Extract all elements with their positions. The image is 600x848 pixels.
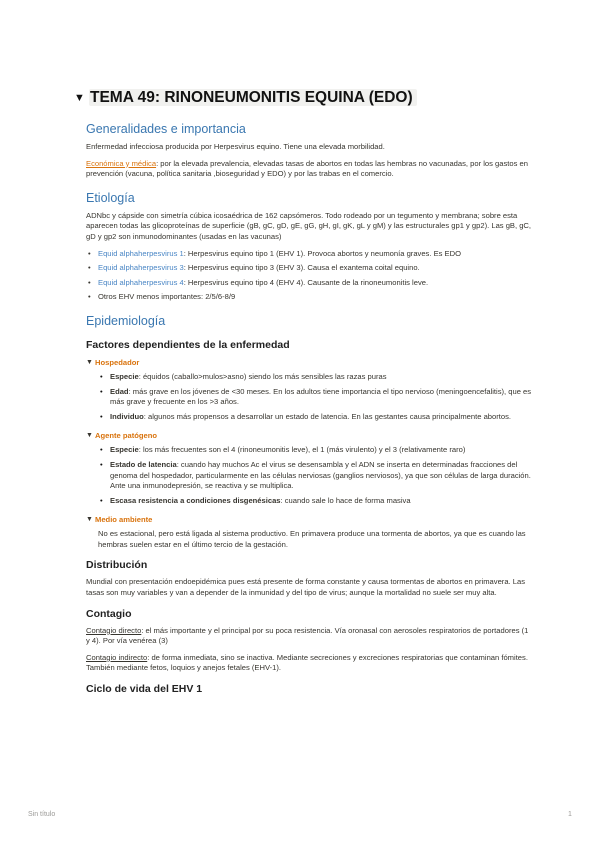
section-generalidades: [86, 121, 532, 180]
toggle-open-icon[interactable]: ▼: [86, 358, 93, 366]
paragraph: Contagio indirecto: de forma inmediata, sino se inactiva. Mediante secreciones y excreciones respiratorias que contaminan fómites. También mediante fetos, loquios y anejos fetales (EHV-1).: [86, 652, 528, 673]
toggle-open-icon[interactable]: ▼: [86, 516, 93, 524]
list-item: • Otros EHV menos importantes: 2/5/6-8/9: [86, 292, 532, 303]
paragraph: No es estacional, pero está ligada al sistema productivo. En primavera produce una tormenta de abortos, ya que es cuando las hembras suelen estar en el último tercio de la gestación.: [98, 529, 526, 549]
list-item: • Equid alphaherpesvirus 1: Herpesvirus equino tipo 1 (EHV 1). Provoca abortos y neumonía graves. Es EDO: [86, 249, 532, 260]
paragraph: Económica y médica: por la elevada prevalencia, elevadas tasas de abortos en todas las hembras no vacunadas, por los gastos en prevención (vacuna, política sanitaria ,bioseguridad y EDO) y por las trabas en el comercio.: [86, 158, 528, 179]
link-ehv1[interactable]: Equid alphaherpesvirus 1: [98, 248, 184, 258]
link-economica-medica[interactable]: Económica y médica: [86, 158, 157, 168]
paragraph: ADNbc y cápside con simetría cúbica icosaédrica de 162 capsómeros. Todo rodeado por un tegumento y membrana; sobre esta aparecen todas las glicoproteínas de superficie (gB, gC, gD, gE, gG, gH, gI, gK, gL y gM) y las estructurales gp1 y gp2). Las gB, gC, gD y gp2 son inmunodominantes (usadas en las vacunas): [86, 210, 532, 241]
list-item: • Estado de latencia: cuando hay muchos Ac el virus se desensambla y el ADN se inserta en determinadas fracciones del genoma del hospedador, particularmente en las células nerviosas (ganglios nerviosos), ya que son células de larga duración. Ante una inmunodepresión, se reactiva y se multiplica.: [98, 460, 532, 492]
list-item: • Especie: los más frecuentes son el 4 (rinoneumonitis leve), el 1 (más virulento) y el 3 (relativamente raro): [98, 445, 532, 456]
list-item: • Escasa resistencia a condiciones disgenésicas: cuando sale lo hace de forma masiva: [98, 496, 532, 507]
virus-list: [86, 249, 532, 303]
paragraph: Enfermedad infecciosa producida por Herpesvirus equino. Tiene una elevada morbilidad.: [86, 142, 385, 151]
list-item: • Equid alphaherpesvirus 4: Herpesvirus equino tipo 4 (EHV 4). Causante de la rinoneumonitis leve.: [86, 278, 532, 289]
heading-factores: Factores dependientes de la enfermedad: [86, 338, 290, 351]
page-title[interactable]: [74, 88, 532, 108]
footer-page-number: 1: [568, 811, 572, 818]
footer-doc-title: Sin título: [28, 811, 56, 818]
toggle-body-agente: [98, 445, 532, 506]
link-ehv4[interactable]: Equid alphaherpesvirus 4: [98, 277, 184, 287]
list-item: • Edad: más grave en los jóvenes de <30 meses. En los adultos tiene importancia el tipo nervioso (meningoencefalitis), que es más grave y frecuente en los >3 años.: [98, 387, 532, 408]
section-epidemiologia: [86, 313, 532, 696]
heading-distribucion: Distribución: [86, 559, 148, 572]
section-etiologia: [86, 190, 532, 303]
toggle-body-medio: [98, 529, 532, 550]
paragraph: Contagio directo: el más importante y el principal por su poca resistencia. Vía oronasal con aerosoles respiratorios de portadores (1 y 4). Por vía venérea (3): [86, 625, 529, 646]
toggle-medio-ambiente[interactable]: ▼ Medio ambiente: [86, 515, 153, 525]
heading-generalidades: Generalidades e importancia: [86, 122, 246, 136]
document-page: [74, 88, 532, 701]
page-title-text: TEMA 49: RINONEUMONITIS EQUINA (EDO): [89, 89, 417, 106]
list-item: • Equid alphaherpesvirus 3: Herpesvirus equino tipo 3 (EHV 3). Causa el exantema coital equino.: [86, 263, 532, 274]
heading-ciclo: Ciclo de vida del EHV 1: [86, 683, 203, 696]
heading-contagio: Contagio: [86, 607, 132, 620]
paragraph: Mundial con presentación endoepidémica pues está presente de forma constante y causa tormentas de abortos en primavera. Las tasas son muy variables y van a depender de la inmunidad y del tipo de virus; aunque la mortalidad no suele ser muy alta.: [86, 577, 526, 598]
toggle-agente-patogeno[interactable]: ▼ Agente patógeno: [86, 431, 158, 441]
toggle-hospedador[interactable]: ▼ Hospedador: [86, 357, 140, 367]
list-item: • Individuo: algunos más propensos a desarrollar un estado de latencia. En las gestantes causa principalmente abortos.: [98, 412, 532, 423]
toggle-body-hospedador: [98, 372, 532, 422]
toggle-open-icon[interactable]: ▼: [74, 92, 85, 104]
heading-etiologia: Etiología: [86, 190, 135, 205]
toggle-open-icon[interactable]: ▼: [86, 432, 93, 440]
link-ehv3[interactable]: Equid alphaherpesvirus 3: [98, 263, 184, 273]
heading-epidemiologia: Epidemiología: [86, 313, 166, 328]
list-item: • Especie: équidos (caballo>mulos>asno) siendo los más sensibles las razas puras: [98, 372, 532, 383]
